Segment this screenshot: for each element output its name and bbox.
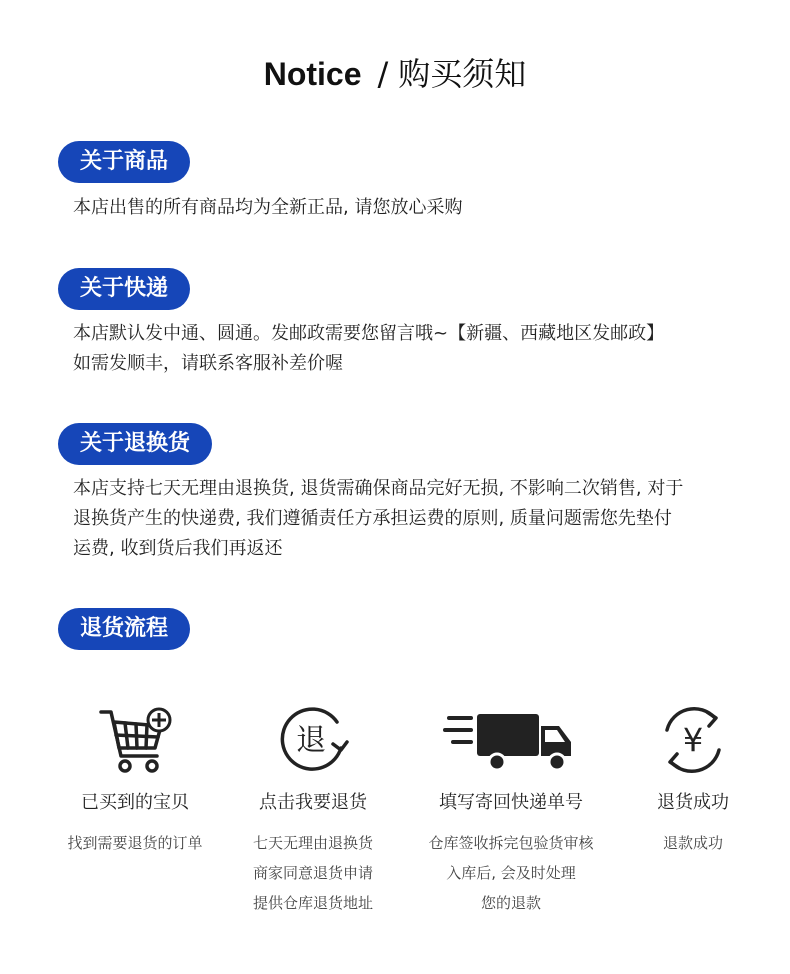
step-description — [416, 828, 606, 918]
step-title: 填写寄回快递单号 — [439, 792, 583, 813]
step-item — [40, 700, 230, 858]
return-icon — [273, 700, 353, 780]
step-description-line: 提供仓库退货地址 — [252, 894, 373, 912]
section-text-shipping — [73, 319, 743, 379]
section-text-line: 本店默认发中通、圆通。发邮政需要您留言哦~【新疆、西藏地区发邮政】 — [73, 323, 665, 344]
step-item — [218, 700, 408, 918]
section-heading-returns: 关于退换货 — [58, 423, 212, 465]
yuan-refund-icon — [653, 700, 733, 780]
section-text-line: 退换货产生的快递费, 我们遵循责任方承担运费的原则, 质量问题需您先垫付 — [73, 508, 672, 529]
delivery-truck-icon — [441, 700, 581, 780]
step-description — [40, 828, 230, 858]
step-title: 点击我要退货 — [259, 792, 367, 813]
step-description-line: 商家同意退货申请 — [252, 864, 373, 882]
step-description — [598, 828, 788, 858]
page-title-separator: / — [377, 55, 389, 93]
section-text-line: 本店出售的所有商品均为全新正品, 请您放心采购 — [73, 197, 463, 218]
section-text-products — [73, 193, 743, 223]
step-description-line: 找到需要退货的订单 — [67, 834, 203, 852]
return-icon-glyph: 退 — [296, 723, 326, 758]
section-heading-shipping: 关于快递 — [58, 268, 190, 310]
step-description-line: 仓库签收拆完包验货审核 — [428, 834, 594, 852]
section-heading-products: 关于商品 — [58, 141, 190, 183]
page-title-chinese: 购买须知 — [398, 55, 527, 93]
section-text-line: 本店支持七天无理由退换货, 退货需确保商品完好无损, 不影响二次销售, 对于 — [73, 478, 684, 499]
return-process-steps — [40, 700, 750, 930]
section-text-returns — [73, 474, 743, 564]
yuan-icon-glyph: ¥ — [682, 721, 704, 759]
step-item — [416, 700, 606, 918]
section-text-line: 运费, 收到货后我们再返还 — [73, 538, 283, 559]
page-title — [0, 52, 790, 96]
step-description-line: 七天无理由退换货 — [252, 834, 373, 852]
step-item — [598, 700, 788, 858]
section-text-line: 如需发顺丰，请联系客服补差价喔 — [73, 353, 343, 374]
step-title: 退货成功 — [657, 792, 729, 813]
step-description-line: 退款成功 — [662, 834, 723, 852]
cart-plus-icon — [95, 700, 175, 780]
step-description-line: 您的退款 — [480, 894, 541, 912]
step-description-line: 入库后, 会及时处理 — [446, 864, 576, 882]
step-title: 已买到的宝贝 — [81, 792, 189, 813]
section-heading-return-process: 退货流程 — [58, 608, 190, 650]
step-description — [218, 828, 408, 918]
page-title-english: Notice — [263, 56, 362, 92]
